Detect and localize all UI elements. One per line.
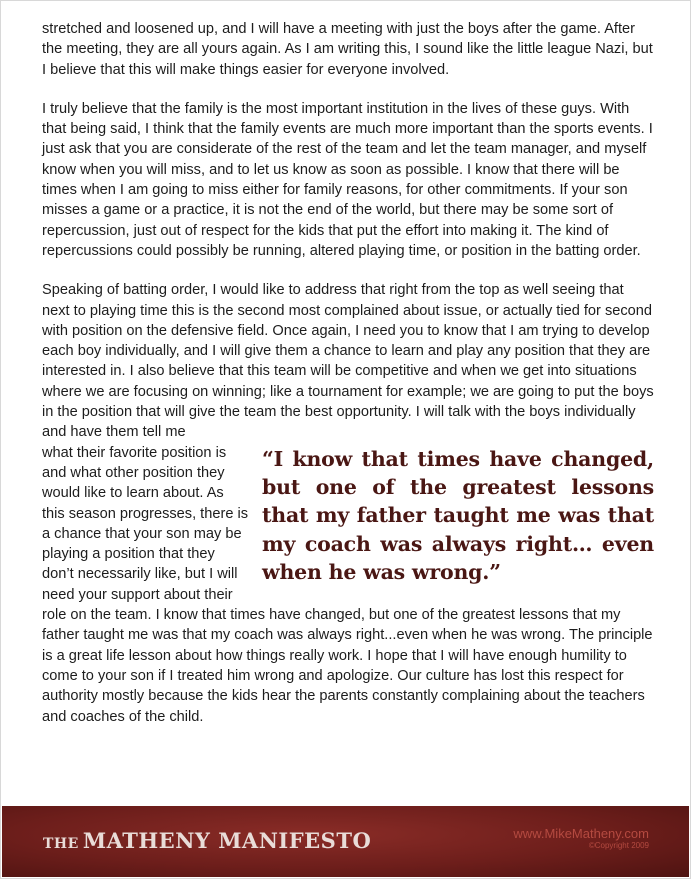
footer-site-info: [513, 826, 649, 851]
brand-logo: [43, 828, 371, 853]
brand-name: MATHENY MANIFESTO: [82, 828, 372, 853]
footer-banner: [2, 806, 689, 877]
paragraph-3-continued: [42, 443, 654, 727]
copyright-notice: ©Copyright 2009: [588, 841, 649, 850]
website-link[interactable]: www.MikeMatheny.com: [513, 826, 649, 841]
paragraph-1: stretched and loosened up, and I will have a meeting with just the boys after the game. After the meeting, they are all yours again. As I am writing this, I sound like the little league Nazi, but I believe that this will make things easier for everyone involved.: [42, 21, 653, 78]
paragraph-3-wrap-text: what their favorite position is and what other position they would like to learn about. As this season progresses, there is a chance that your son may be playing a position that they don’t necessarily like, but I will need your support about their role on the team. I know that times have changed, but one of the greatest lessons that my father taught me was that my coach was always right...even when he was wrong. The principle is a great life lesson about how things really work. I hope that I will have enough humility to come to your son if I treated him wrong and apologize. Our culture has lost this respect for authority mostly because the kids hear the parents constantly complaining about the teachers and coaches of the child.: [42, 444, 653, 725]
body-text: [42, 19, 654, 746]
pull-quote: “I know that times have changed, but one of the greatest lessons that my father taught me was that my coach was always right… even when he was wrong.”: [262, 446, 654, 584]
paragraph-3: Speaking of batting order, I would like to address that right from the top as well seeing that next to playing time this is the second most complained about issue, or actually tied for second with position on the defensive field. Once again, I need you to know that I am trying to develop each boy individually, and I will give them a chance to learn and play any position that they are interested in. I also believe that this team will be competitive and when we get into situations where we are focusing on winning; like a tournament for example; we are going to put the boys in the position that will give the team the best opportunity. I will talk with the boys individually and have them tell me: [42, 282, 654, 441]
brand-the: THE: [43, 836, 79, 852]
paragraph-2: I truly believe that the family is the most important institution in the lives of these guys. With that being said, I think that the family events are much more important than the sports events. I just ask that you are considerate of the rest of the team and let the team manager, and myself know when you will miss, and to let us know as soon as possible. I know that there will be times when I am going to miss either for family reasons, for other commitments. If your son misses a game or a practice, it is not the end of the world, but there may be some sort of repercussion, just out of respect for the kids that put the effort into making it. The kind of repercussions could possibly be running, altered playing time, or position in the batting order.: [42, 100, 653, 259]
